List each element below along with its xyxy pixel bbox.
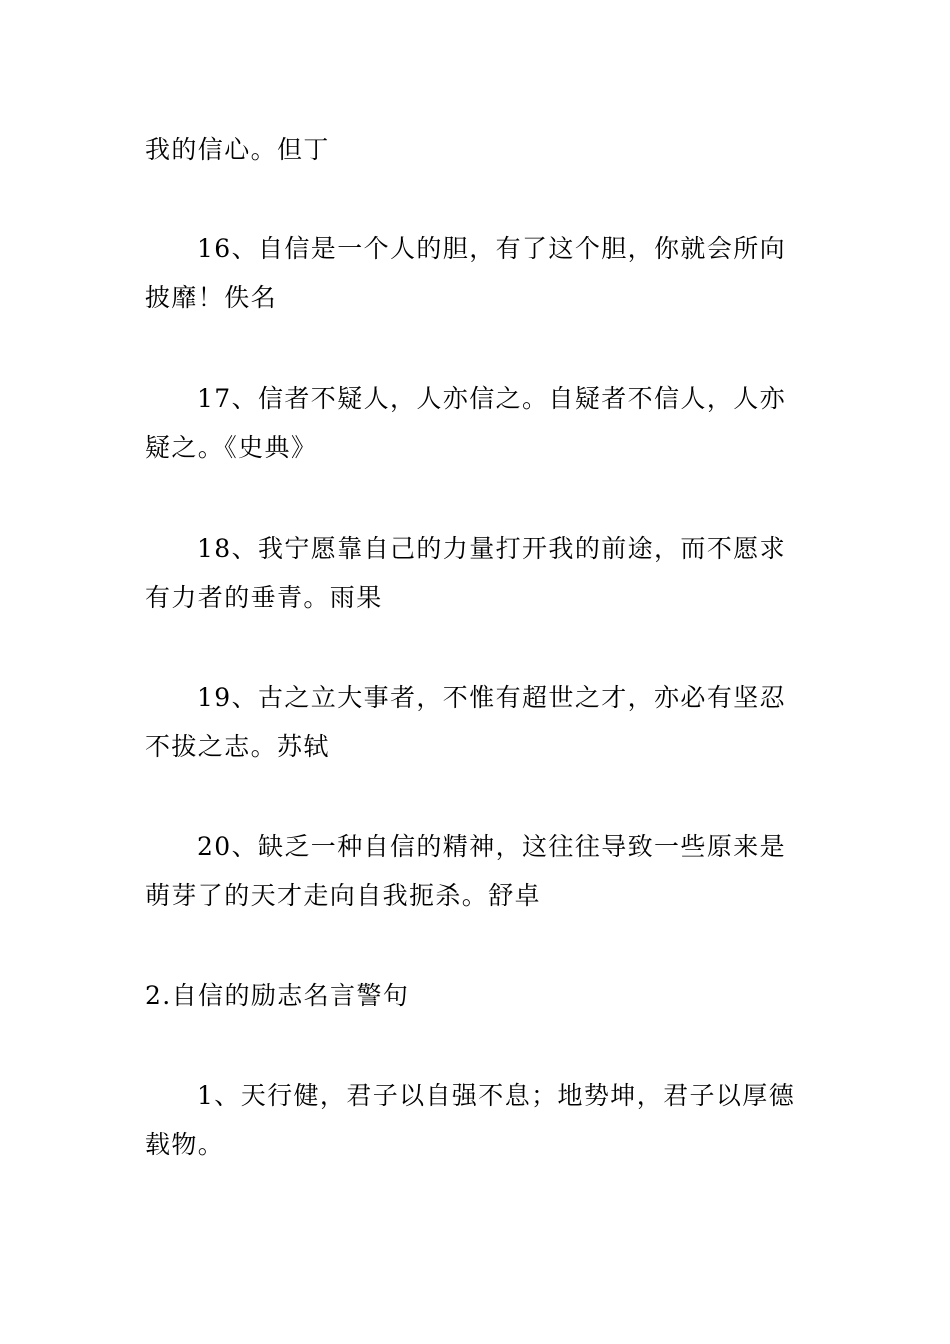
section-heading: 2.自信的励志名言警句 <box>145 981 410 1010</box>
quote-18: 18、我宁愿靠自己的力量打开我的前途，而不愿求有力者的垂青。雨果 <box>145 534 787 612</box>
quote-1: 1、天行健，君子以自强不息；地势坤，君子以厚德载物。 <box>145 1081 796 1159</box>
paragraph-continuation: 我的信心。但丁 <box>145 135 330 164</box>
quote-19: 19、古之立大事者，不惟有超世之才，亦必有坚忍不拔之志。苏轼 <box>145 683 787 761</box>
quote-20: 20、缺乏一种自信的精神，这往往导致一些原来是萌芽了的天才走向自我扼杀。舒卓 <box>145 832 787 910</box>
quote-16: 16、自信是一个人的胆，有了这个胆，你就会所向披靡！佚名 <box>145 234 787 312</box>
quote-17: 17、信者不疑人，人亦信之。自疑者不信人，人亦疑之。《史典》 <box>145 384 787 462</box>
